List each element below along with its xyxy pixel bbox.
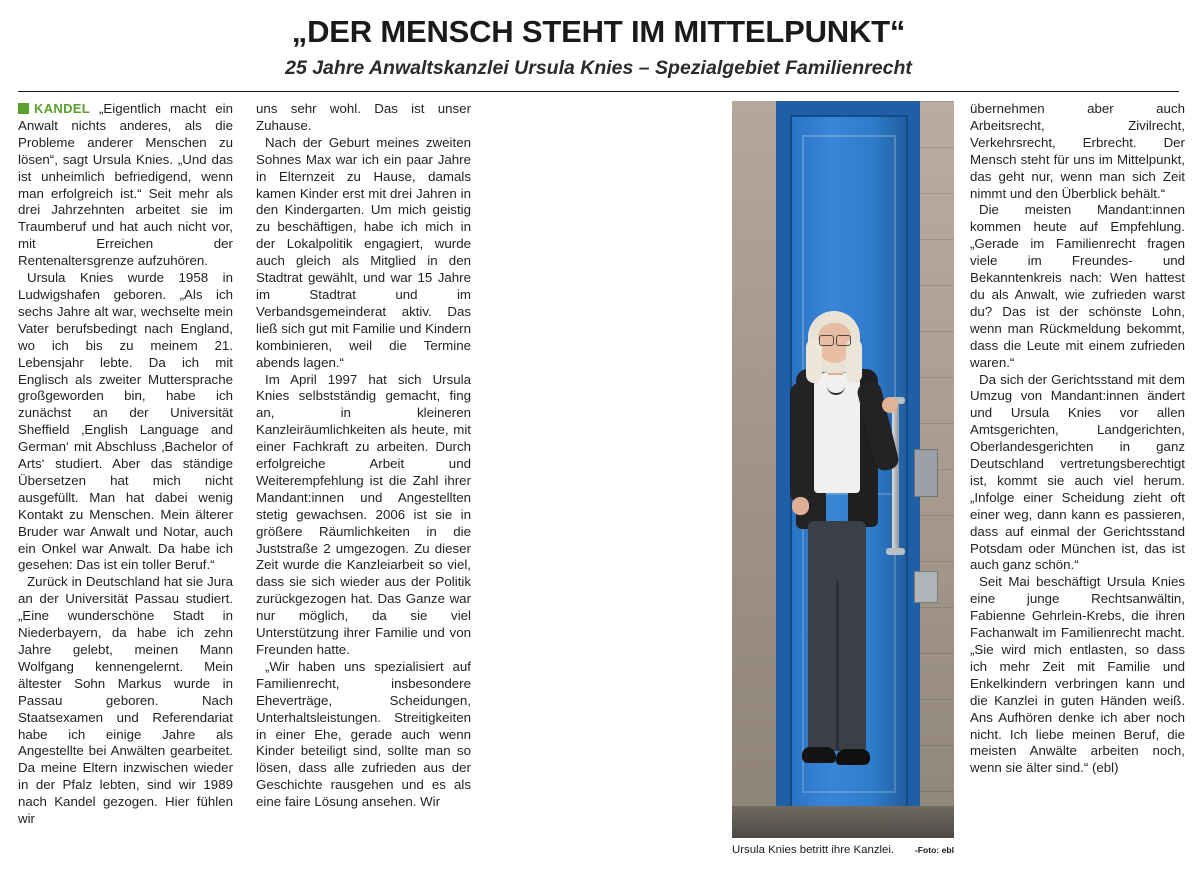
photo-person-shoe-right: [836, 749, 870, 765]
paragraph: übernehmen aber auch Arbeitsrecht, Zivilrecht, Verkehrsrecht, Erbrecht. Der Mensch steht für uns im Mittelpunkt, das geht nur, wenn man sich Zeit nimmt und den Überblick behält.“: [970, 101, 1185, 201]
paragraph: Ursula Knies wurde 1958 in Ludwigshafen geboren. „Als ich sechs Jahre alt war, wechselte mein Vater berufsbedingt nach England, wo ich bis zu meinem 21. Lebensjahr lebte. Da ich mit Englisch als zweiter Muttersprache großgeworden bin, habe ich zunächst an der Universität Sheffield ‚English Language and German‘ mit Abschluss ‚Bachelor of Arts‘ studiert. Aber das ständige Übersetzen hat mich nicht ausgefüllt. Man hat dabei wenig Kontakt zu Menschen. Mein älterer Bruder war Anwalt und Notar, auch ein Onkel war Anwalt. Da habe ich gesehen: Das ist ein toller Beruf.“: [18, 270, 233, 573]
article-body: [18, 101, 1185, 871]
photo-person: [770, 311, 900, 831]
article-photo: [732, 101, 954, 838]
photo-person-shoe-left: [802, 747, 836, 763]
photo-door-plate: [914, 449, 938, 497]
article-photo-block: [732, 101, 954, 856]
photo-person-leg-split: [836, 581, 839, 751]
photo-credit: -Foto: ebl: [914, 845, 954, 855]
page-title: „DER MENSCH STEHT IM MITTELPUNKT“: [291, 14, 906, 49]
photo-caption: Ursula Knies betritt ihre Kanzlei.: [732, 844, 895, 856]
text-column-4: [970, 101, 1185, 777]
photo-person-hand-left: [792, 497, 809, 515]
paragraph: „Wir haben uns spezialisiert auf Familienrecht, insbesondere Eheverträge, Scheidungen, Unterhaltsleistungen. Streitigkeiten in einer Ehe, gerade auch wenn Kinder beteiligt sind, sollte man so lösen, dass alle zufrieden aus der Geschichte rausgehen und es als eine faire Lösung ansehen. Wir: [256, 658, 471, 810]
paragraph: Zurück in Deutschland hat sie Jura an der Universität Passau studiert. „Eine wunderschöne Stadt in Niederbayern, da habe ich zehn Jahre gelebt, meinen Mann Wolfgang kennengelernt. Mein ältester Sohn Markus wurde in Passau geboren. Nach Staatsexamen und Referendariat habe ich einige Jahre als Angestellte bei Anwälten gearbeitet. Da meine Eltern inzwischen wieder in der Pfalz lebten, sind wir 1989 nach Kandel gezogen. Hier fühlen wir: [18, 574, 233, 827]
dateline-marker-icon: [18, 103, 29, 114]
photo-person-glasses-right: [836, 335, 851, 346]
photo-person-arm-left: [790, 383, 812, 503]
paragraph: [18, 101, 233, 270]
paragraph: Seit Mai beschäftigt Ursula Knies eine junge Rechtsanwältin, Fabienne Gehrlein-Krebs, die ihren Fachanwalt im Familienrecht macht. „Sie wird mich entlasten, so dass ich mehr Zeit mit Familie und Enkelkindern verbringen kann und die Kanzlei in guten Händen weiß. Ans Aufhören denke ich aber noch nicht. Ich liebe meinen Beruf, die meisten Anwälte arbeiten noch, wenn sie älter sind.“ (ebl): [970, 574, 1185, 776]
text-column-1: [18, 101, 233, 828]
text-column-2: [256, 101, 471, 811]
photo-door-plate-lower: [914, 571, 938, 603]
photo-person-hand-right: [882, 397, 898, 413]
paragraph: Im April 1997 hat sich Ursula Knies selbstständig gemacht, fing an, in kleineren Kanzleiräumlichkeiten als heute, mit einer Fachkraft zu arbeiten. Durch erfolgreiche Arbeit und Weiterempfehlung ist die Zahl ihrer Mandant:innen und Angestellten stetig gewachsen. 2006 ist sie in größere Räumlichkeiten in die Juststraße 2 umgezogen. Zu dieser Zeit wurde die Kanzleiarbeit so viel, dass sie sich wieder aus der Politik zurückgezogen hat. Das Ganze war nur möglich, da sie viel Unterstützung ihrer Familie und von Freunden hatte.: [256, 371, 471, 657]
paragraph: Die meisten Mandant:innen kommen heute auf Empfehlung. „Gerade im Familienrecht fragen viele im Freundes- und Bekanntenkreis nach: Wen hattest du als Anwalt, wie zufrieden warst du? Das ist der schönste Lohn, wenn man Rückmeldung bekommt, dass die Leute mit einem zufrieden waren.“: [970, 202, 1185, 370]
paragraph-text: „Eigentlich macht ein Anwalt nichts anderes, als die Probleme anderer Menschen zu lösen“, sagt Ursula Knies. „Und das ist unheimlich befriedigend, wenn man erfolgreich ist.“ Seit mehr als drei Jahrzehnten arbeitet sie im Traumberuf und hat auch nicht vor, mit Erreichen der Rentenaltersgrenze aufzuhören.: [18, 101, 233, 269]
dateline: KANDEL: [34, 101, 90, 116]
paragraph: uns sehr wohl. Das ist unser Zuhause.: [256, 101, 471, 133]
photo-caption-row: [732, 844, 954, 856]
paragraph: Da sich der Gerichtsstand mit dem Umzug von Mandant:innen ändert und Ursula Knies vor allen Amtsgerichten, Landgerichten, Oberlandesgerichten in ganz Deutschland vertretungsberechtigt ist, kommt sie auch viel herum. „Infolge einer Scheidung zieht oft einer weg, dann kann es passieren, dass auf einmal der Gerichtsstand Potsdam oder München ist, das ist auch ganz schön.“: [970, 371, 1185, 573]
header-divider: [18, 91, 1179, 92]
paragraph: Nach der Geburt meines zweiten Sohnes Max war ich ein paar Jahre in Elternzeit zu Hause, damals kamen Kinder erst mit drei Jahren in den Kindergarten. Um mich geistig zu beschäftigen, habe ich mich in der Lokalpolitik engagiert, wurde auch gleich als Mitglied in den Stadtrat gewählt, und war 15 Jahre im Stadtrat und im Verbandsgemeinderat aktiv. Das ließ sich gut mit Familie und Kindern kombinieren, weil die Termine abends lagen.“: [256, 134, 471, 370]
page-subtitle: 25 Jahre Anwaltskanzlei Ursula Knies – Spezialgebiet Familienrecht: [285, 57, 912, 79]
photo-person-glasses-left: [819, 335, 834, 346]
